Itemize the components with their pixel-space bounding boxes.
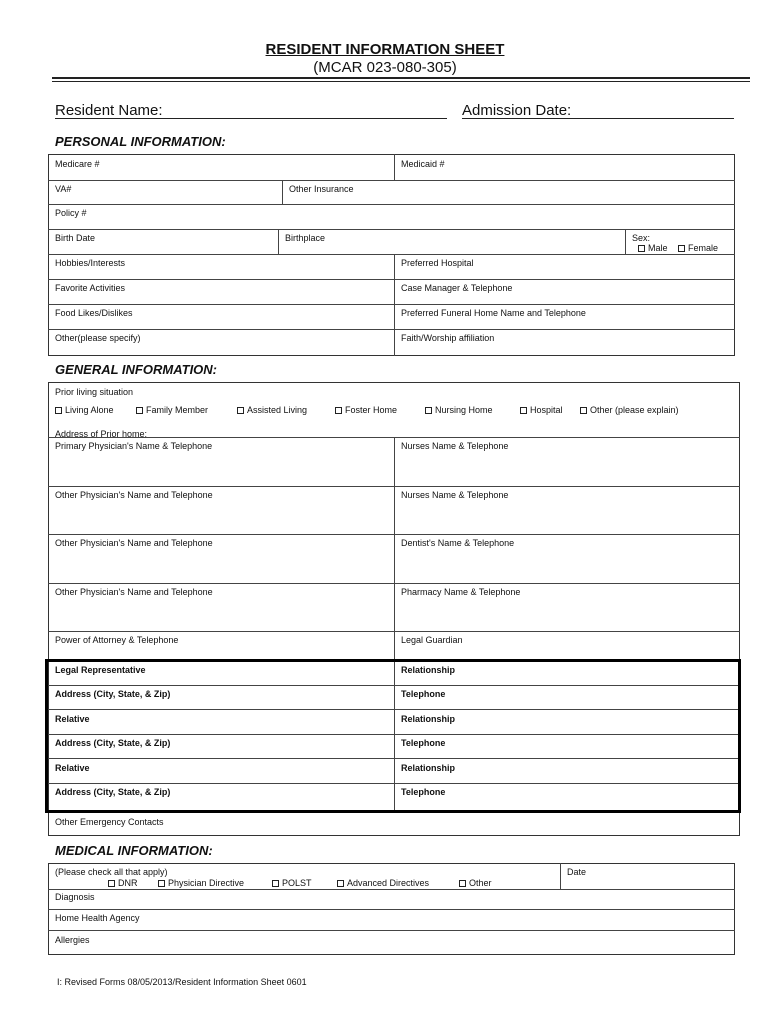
legal-rep-field[interactable]: Legal Representative — [55, 665, 146, 675]
checkbox-icon — [638, 245, 645, 252]
checkbox-icon — [158, 880, 165, 887]
header-rule-thin — [52, 81, 750, 82]
relative-field-1[interactable]: Relative — [55, 714, 90, 724]
telephone-field-3[interactable]: Telephone — [401, 787, 446, 797]
resident-name-label: Resident Name: — [55, 102, 163, 119]
food-field[interactable]: Food Likes/Dislikes — [55, 308, 133, 318]
other-physician-field-2[interactable]: Other Physician's Name and Telephone — [55, 538, 213, 548]
telephone-field-2[interactable]: Telephone — [401, 738, 446, 748]
form-subtitle: (MCAR 023-080-305) — [313, 59, 457, 76]
va-field[interactable]: VA# — [55, 184, 72, 194]
option-nursing-home[interactable]: Nursing Home — [425, 405, 493, 415]
other-physician-field-1[interactable]: Other Physician's Name and Telephone — [55, 490, 213, 500]
prior-living-label: Prior living situation — [55, 387, 134, 397]
option-advanced-directives[interactable]: Advanced Directives — [337, 878, 429, 888]
medicaid-field[interactable]: Medicaid # — [401, 159, 445, 169]
favorite-activities-field[interactable]: Favorite Activities — [55, 283, 126, 293]
medicare-field[interactable]: Medicare # — [55, 159, 100, 169]
policy-field[interactable]: Policy # — [55, 208, 87, 218]
birth-date-field[interactable]: Birth Date — [55, 233, 96, 243]
sex-female-option[interactable]: Female — [678, 243, 718, 253]
personal-heading: PERSONAL INFORMATION: — [55, 134, 226, 149]
header-rule — [52, 77, 750, 79]
footer-text: I: Revised Forms 08/05/2013/Resident Information Sheet 0601 — [57, 977, 307, 987]
check-all-label: (Please check all that apply) — [55, 867, 168, 877]
checkbox-icon — [459, 880, 466, 887]
address-prior-field[interactable]: Address of Prior home: — [55, 429, 148, 439]
case-manager-field[interactable]: Case Manager & Telephone — [401, 283, 513, 293]
checkbox-icon — [55, 407, 62, 414]
admission-date-label: Admission Date: — [462, 102, 572, 119]
address-field-2[interactable]: Address (City, State, & Zip) — [55, 738, 171, 748]
option-polst[interactable]: POLST — [272, 878, 312, 888]
checkbox-icon — [108, 880, 115, 887]
legal-guardian-field[interactable]: Legal Guardian — [401, 635, 463, 645]
telephone-field-1[interactable]: Telephone — [401, 689, 446, 699]
option-other[interactable]: Other (please explain) — [580, 405, 679, 415]
relative-field-2[interactable]: Relative — [55, 763, 90, 773]
hobbies-field[interactable]: Hobbies/Interests — [55, 258, 126, 268]
option-other-medical[interactable]: Other — [459, 878, 492, 888]
pharmacy-field[interactable]: Pharmacy Name & Telephone — [401, 587, 521, 597]
home-health-field[interactable]: Home Health Agency — [55, 913, 140, 923]
relationship-field-3[interactable]: Relationship — [401, 763, 456, 773]
option-physician-directive[interactable]: Physician Directive — [158, 878, 244, 888]
sex-label: Sex: — [632, 233, 651, 243]
other-insurance-field[interactable]: Other Insurance — [289, 184, 354, 194]
relationship-field-1[interactable]: Relationship — [401, 665, 456, 675]
preferred-hospital-field[interactable]: Preferred Hospital — [401, 258, 474, 268]
admission-date-field[interactable] — [462, 118, 734, 119]
checkbox-icon — [136, 407, 143, 414]
dentist-field[interactable]: Dentist's Name & Telephone — [401, 538, 515, 548]
diagnosis-field[interactable]: Diagnosis — [55, 892, 95, 902]
option-family-member[interactable]: Family Member — [136, 405, 208, 415]
checkbox-icon — [237, 407, 244, 414]
medical-heading: MEDICAL INFORMATION: — [55, 843, 213, 858]
option-dnr[interactable]: DNR — [108, 878, 138, 888]
relationship-field-2[interactable]: Relationship — [401, 714, 456, 724]
nurses-field-1[interactable]: Nurses Name & Telephone — [401, 441, 509, 451]
other-emergency-field[interactable]: Other Emergency Contacts — [55, 817, 164, 827]
checkbox-icon — [580, 407, 587, 414]
birthplace-field[interactable]: Birthplace — [285, 233, 326, 243]
general-heading: GENERAL INFORMATION: — [55, 362, 218, 377]
checkbox-icon — [337, 880, 344, 887]
checkbox-icon — [335, 407, 342, 414]
option-living-alone[interactable]: Living Alone — [55, 405, 114, 415]
personal-table — [48, 154, 735, 356]
checkbox-icon — [425, 407, 432, 414]
option-foster-home[interactable]: Foster Home — [335, 405, 397, 415]
checkbox-icon — [678, 245, 685, 252]
poa-field[interactable]: Power of Attorney & Telephone — [55, 635, 179, 645]
sex-male-option[interactable]: Male — [638, 243, 668, 253]
funeral-home-field[interactable]: Preferred Funeral Home Name and Telephone — [401, 308, 586, 318]
option-hospital[interactable]: Hospital — [520, 405, 563, 415]
other-physician-field-3[interactable]: Other Physician's Name and Telephone — [55, 587, 213, 597]
date-field[interactable]: Date — [567, 867, 587, 877]
form-title: RESIDENT INFORMATION SHEET — [265, 41, 505, 58]
nurses-field-2[interactable]: Nurses Name & Telephone — [401, 490, 509, 500]
address-field-1[interactable]: Address (City, State, & Zip) — [55, 689, 171, 699]
allergies-field[interactable]: Allergies — [55, 935, 90, 945]
resident-name-field[interactable] — [55, 118, 447, 119]
other-specify-field[interactable]: Other(please specify) — [55, 333, 141, 343]
option-assisted-living[interactable]: Assisted Living — [237, 405, 307, 415]
checkbox-icon — [520, 407, 527, 414]
faith-field[interactable]: Faith/Worship affiliation — [401, 333, 495, 343]
checkbox-icon — [272, 880, 279, 887]
address-field-3[interactable]: Address (City, State, & Zip) — [55, 787, 171, 797]
primary-physician-field[interactable]: Primary Physician's Name & Telephone — [55, 441, 213, 451]
